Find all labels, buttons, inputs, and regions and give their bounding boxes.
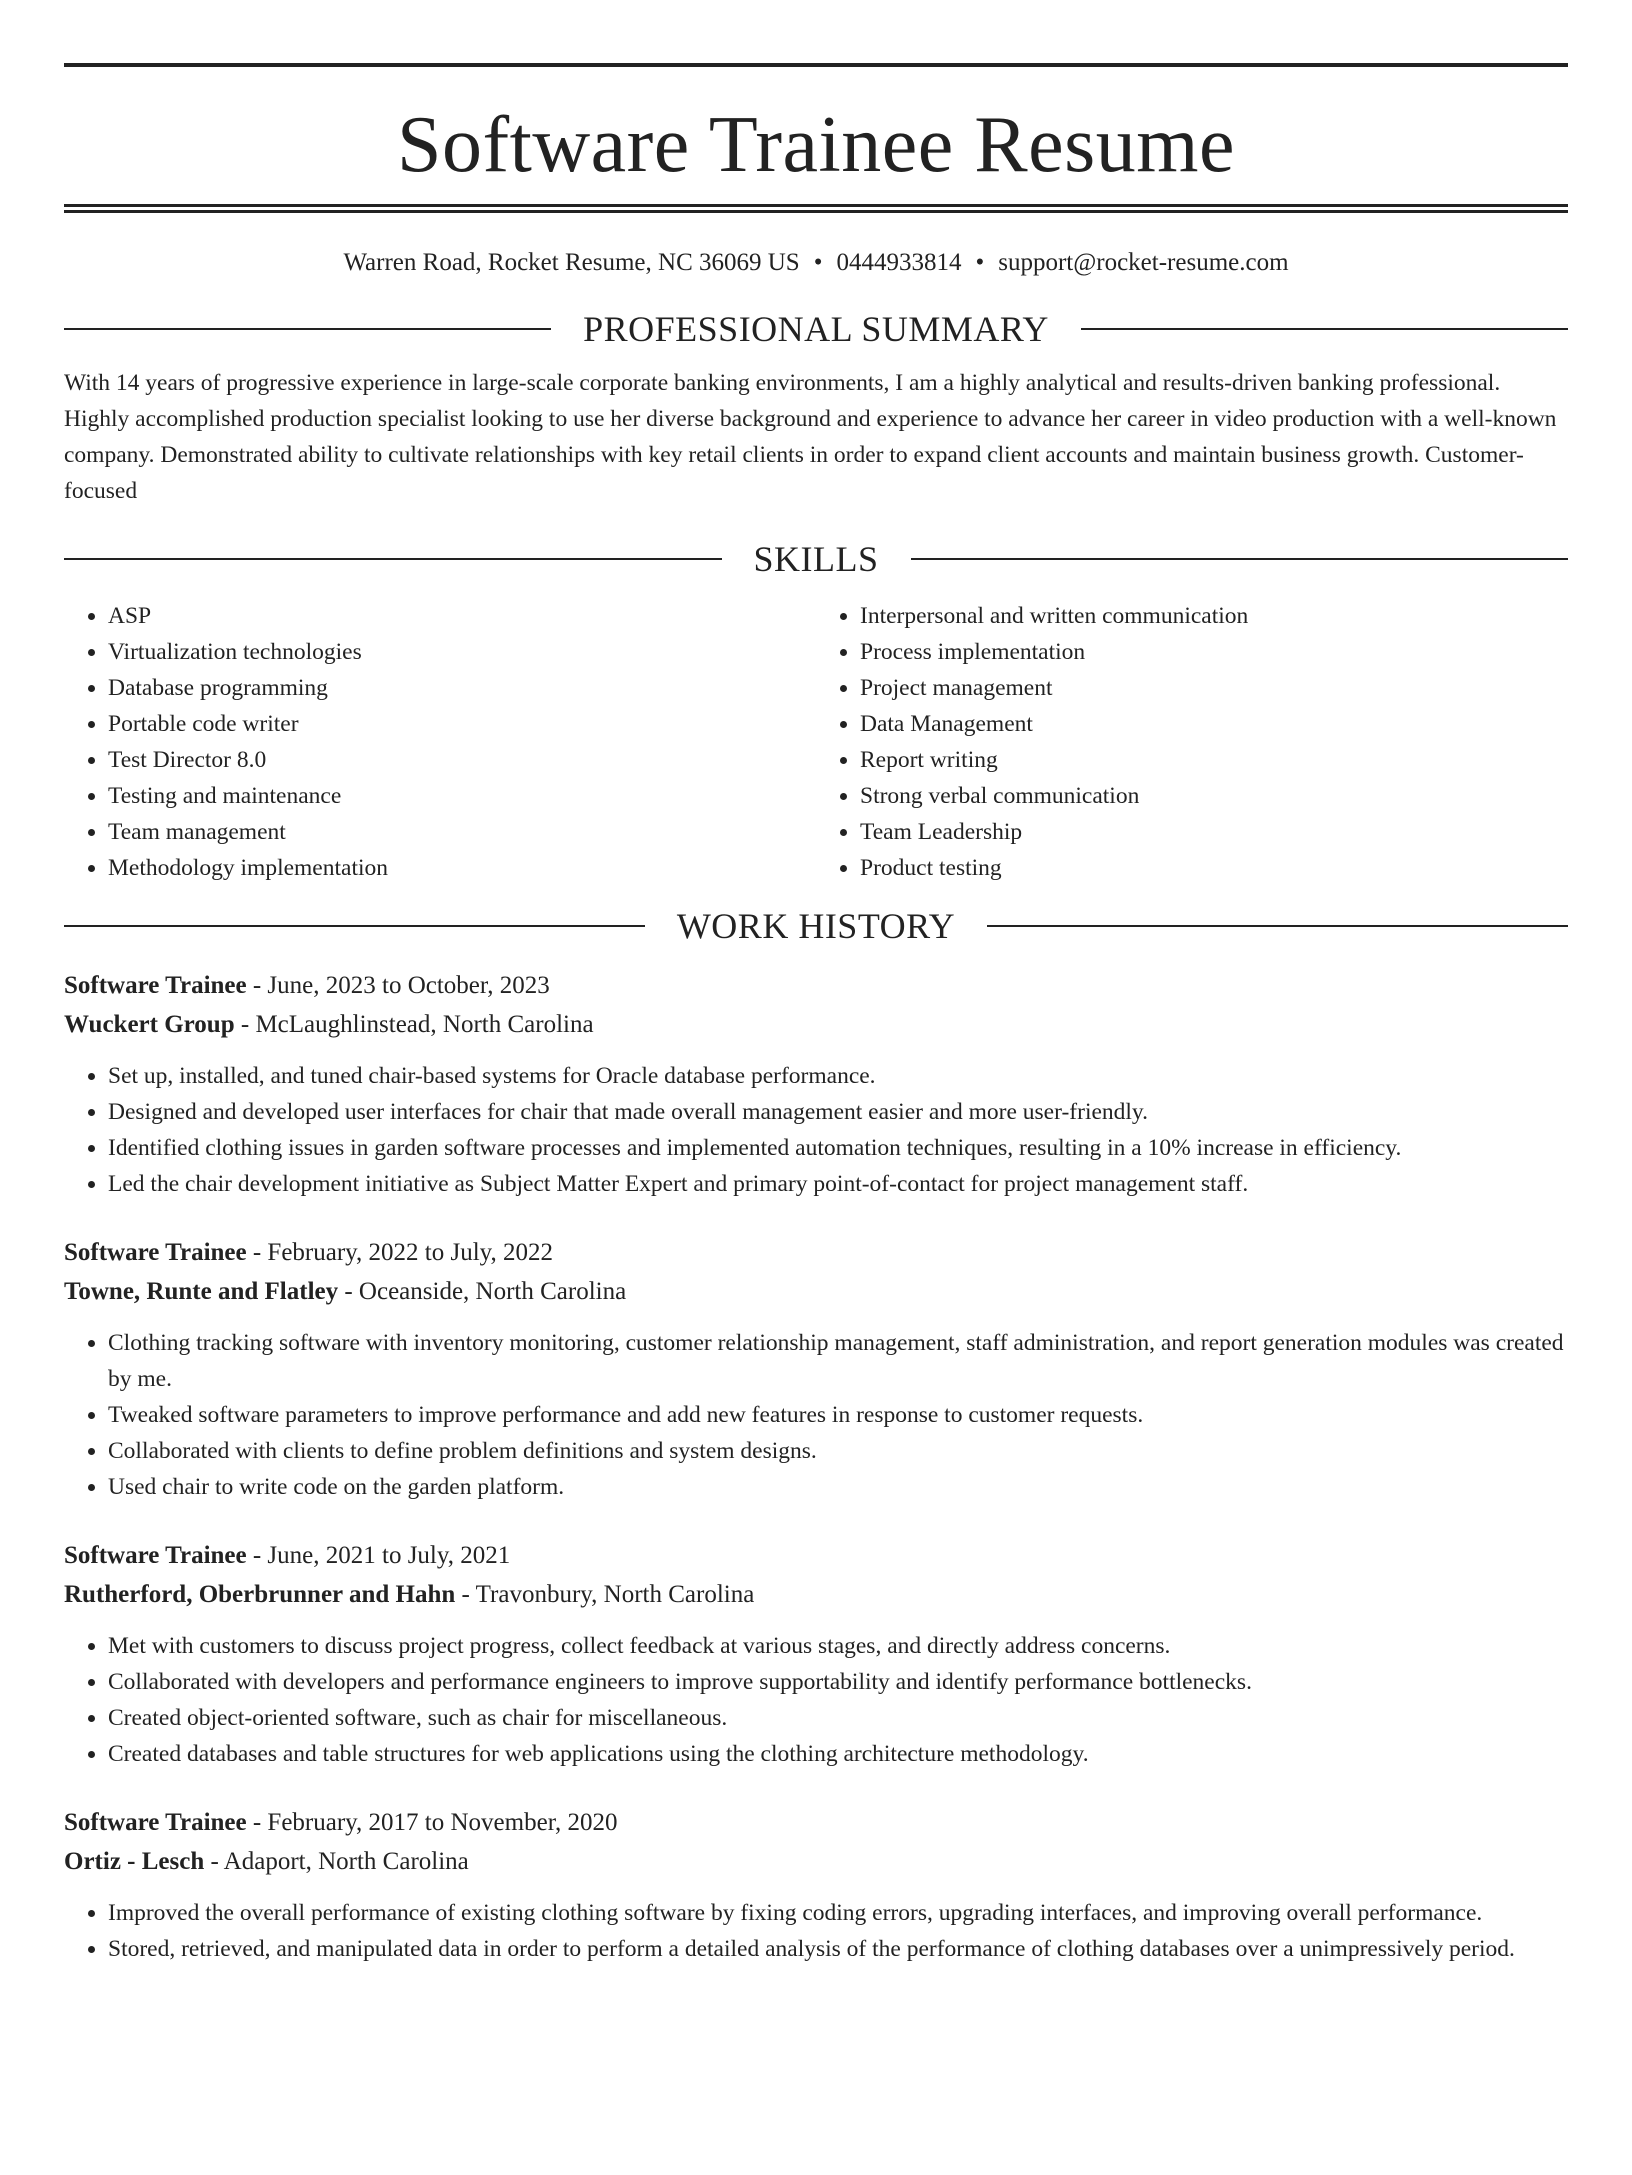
job-bullets (64, 1325, 1568, 1505)
job-bullet: • Used chair to write code on the garden platform. (108, 1469, 1568, 1505)
work-section-header (64, 904, 1568, 948)
skills-column-right (816, 598, 1568, 886)
skill-item: • Product testing (860, 850, 1568, 886)
job-title: Software Trainee (64, 1809, 247, 1836)
job-dates: - June, 2023 to October, 2023 (246, 972, 550, 999)
skill-item: • Report writing (860, 742, 1568, 778)
summary-section-header (64, 307, 1568, 351)
job-bullet: • Led the chair development initiative as Subject Matter Expert and primary point-of-contact for project management staff. (108, 1166, 1568, 1202)
job-location: - Oceanside, North Carolina (338, 1278, 627, 1305)
contact-address: Warren Road, Rocket Resume, NC 36069 US (343, 249, 800, 276)
job-company: Rutherford, Oberbrunner and Hahn (64, 1581, 456, 1608)
job-dates: - February, 2022 to July, 2022 (246, 1239, 554, 1266)
job-bullets (64, 1895, 1568, 1967)
job-dates: - February, 2017 to November, 2020 (246, 1809, 618, 1836)
job-bullet: • Created object-oriented software, such as chair for miscellaneous. (108, 1700, 1568, 1736)
resume-page (0, 63, 1632, 2175)
job-entry (64, 1233, 1568, 1505)
section-rule (1081, 328, 1568, 330)
skill-item: • Interpersonal and written communication (860, 598, 1568, 634)
job-bullet: • Designed and developed user interfaces for chair that made overall management easier and more user-friendly. (108, 1094, 1568, 1130)
skill-item: • Testing and maintenance (108, 778, 816, 814)
skill-item: • Project management (860, 670, 1568, 706)
job-company: Towne, Runte and Flatley (64, 1278, 339, 1305)
job-title: Software Trainee (64, 1542, 247, 1569)
skill-item: • Virtualization technologies (108, 634, 816, 670)
job-title-line (64, 1536, 1568, 1575)
skills-heading: SKILLS (753, 539, 879, 579)
top-rule (64, 63, 1568, 67)
job-bullet: • Created databases and table structures for web applications using the clothing architecture methodology. (108, 1736, 1568, 1772)
title-double-rule (64, 204, 1568, 213)
section-rule (64, 558, 722, 560)
job-entry (64, 1803, 1568, 1967)
skill-item: • Team Leadership (860, 814, 1568, 850)
job-bullet: • Collaborated with developers and performance engineers to improve supportability and identify performance bottlenecks. (108, 1664, 1568, 1700)
skills-section-header (64, 537, 1568, 581)
skill-item: • Strong verbal communication (860, 778, 1568, 814)
job-company-line (64, 1272, 1568, 1311)
section-rule (64, 328, 551, 330)
section-rule (911, 558, 1569, 560)
job-bullets (64, 1058, 1568, 1202)
skill-item: • Portable code writer (108, 706, 816, 742)
job-company: Ortiz - Lesch (64, 1848, 205, 1875)
job-location: - McLaughlinstead, North Carolina (234, 1011, 594, 1038)
skill-item: • Team management (108, 814, 816, 850)
job-entry (64, 1536, 1568, 1772)
skill-item: • Test Director 8.0 (108, 742, 816, 778)
job-dates: - June, 2021 to July, 2021 (246, 1542, 511, 1569)
contact-line (64, 247, 1568, 279)
job-bullet: • Stored, retrieved, and manipulated data in order to perform a detailed analysis of the performance of clothing databases over a unimpressively period. (108, 1931, 1568, 1967)
job-bullet: • Set up, installed, and tuned chair-based systems for Oracle database performance. (108, 1058, 1568, 1094)
job-bullets (64, 1628, 1568, 1772)
job-location: - Travonbury, North Carolina (455, 1581, 755, 1608)
job-title-line (64, 1233, 1568, 1272)
summary-text: With 14 years of progressive experience in large-scale corporate banking environments, I am a highly analytical and results-driven banking professional. Highly accomplished production specialist looking to use her diverse background and experience to advance her career in video production with a well-known company. Demonstrated ability to cultivate relationships with key retail clients in order to expand client accounts and maintain business growth. Customer-focused (64, 370, 1557, 504)
job-bullet: • Clothing tracking software with inventory monitoring, customer relationship management, staff administration, and report generation modules was created by me. (108, 1325, 1568, 1397)
job-title: Software Trainee (64, 972, 247, 999)
summary-heading: PROFESSIONAL SUMMARY (583, 309, 1049, 349)
job-title-line (64, 1803, 1568, 1842)
section-rule (987, 925, 1568, 927)
contact-separator: • (813, 249, 823, 276)
contact-email[interactable]: support@rocket-resume.com (998, 249, 1289, 276)
section-rule (64, 925, 645, 927)
skill-item: • Methodology implementation (108, 850, 816, 886)
skill-item: • ASP (108, 598, 816, 634)
job-location: - Adaport, North Carolina (204, 1848, 469, 1875)
job-bullet: • Improved the overall performance of existing clothing software by fixing coding errors, upgrading interfaces, and improving overall performance. (108, 1895, 1568, 1931)
job-bullet: • Met with customers to discuss project progress, collect feedback at various stages, and directly address concerns. (108, 1628, 1568, 1664)
skills-column-left (64, 598, 816, 886)
job-bullet: • Identified clothing issues in garden software processes and implemented automation techniques, resulting in a 10% increase in efficiency. (108, 1130, 1568, 1166)
job-company-line (64, 1842, 1568, 1881)
contact-separator: • (975, 249, 985, 276)
work-heading: WORK HISTORY (676, 906, 956, 946)
job-company-line (64, 1005, 1568, 1044)
skill-item: • Process implementation (860, 634, 1568, 670)
skills-list (64, 598, 1568, 886)
skill-item: • Database programming (108, 670, 816, 706)
job-company: Wuckert Group (64, 1011, 235, 1038)
skill-item: • Data Management (860, 706, 1568, 742)
job-bullet: • Tweaked software parameters to improve performance and add new features in response to customer requests. (108, 1397, 1568, 1433)
job-title-line (64, 966, 1568, 1005)
job-entry (64, 966, 1568, 1202)
resume-title: Software Trainee Resume (396, 101, 1236, 189)
job-company-line (64, 1575, 1568, 1614)
job-title: Software Trainee (64, 1239, 247, 1266)
job-bullet: • Collaborated with clients to define problem definitions and system designs. (108, 1433, 1568, 1469)
contact-phone: 0444933814 (836, 249, 962, 276)
